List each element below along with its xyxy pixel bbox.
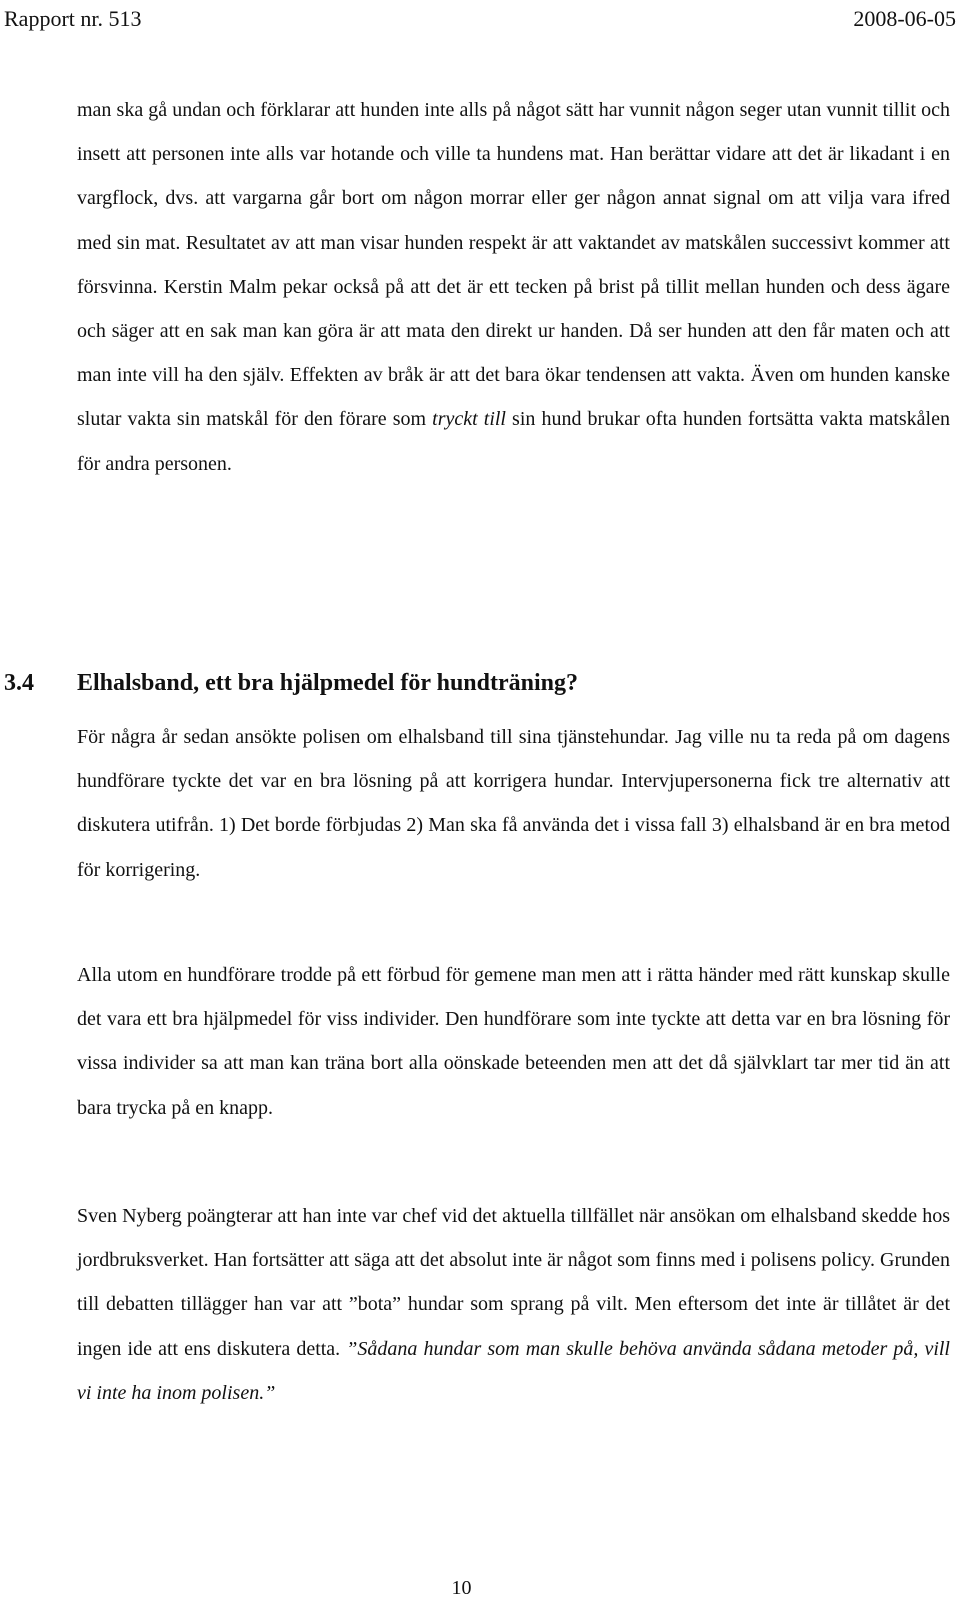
report-number: Rapport nr. 513 <box>4 6 142 31</box>
paragraph-text: sin hund brukar ofta hunden fortsätta vakta matskålen för andra personen. <box>77 408 950 475</box>
section-title: Elhalsband, ett bra hjälpmedel för hundträning? <box>77 670 578 696</box>
paragraph-text: Sven Nyberg poängterar att han inte var chef vid det aktuella tillfället när ansökan om elhalsband skedde hos jordbruksverket. Han fortsätter att säga att det absolut inte är något som finns med i polisens policy. Grunden till debatten tillägger han var att ”bota” hundar som sprang på vilt. Men eftersom det inte är tillåtet är det ingen ide att ens diskutera detta. <box>77 1205 950 1360</box>
paragraph-sven-nyberg <box>77 1194 950 1415</box>
quote-open-mark: ” <box>346 1337 358 1360</box>
paragraph-handler-opinions: Alla utom en hundförare trodde på ett förbud för gemene man men att i rätta händer med rätt kunskap skulle det vara ett bra hjälpmedel för viss individer. Den hundförare som inte tyckte att detta var en bra lösning för vissa individer sa att man kan träna bort alla oönskade beteenden men att det då självklart tar mer tid än att bara trycka på en knapp. <box>77 964 950 1119</box>
quoted-text: Sådana hundar som man skulle behöva använda sådana metoder på, vill vi inte ha inom polisen. <box>77 1337 950 1404</box>
emphasis-text: tryckt till <box>432 408 506 431</box>
section-number: 3.4 <box>4 670 34 696</box>
quote-close-mark: ” <box>264 1381 276 1404</box>
page-number: 10 <box>451 1577 472 1599</box>
paragraph-text: man ska gå undan och förklarar att hunden inte alls på något sätt har vunnit någon seger utan vunnit tillit och insett att personen inte alls var hotande och ville ta hundens mat. Han berättar vidare att det är likadant i en vargflock, dvs. att vargarna går bort om någon morrar eller ger någon annat signal om att vilja vara ifred med sin mat. Resultatet av att man visar hunden respekt är att vaktandet av matskålen successivt kommer att försvinna. Kerstin Malm pekar också på att det är ett tecken på brist på tillit mellan hunden och dess ägare och säger att en sak man kan göra är att mata den direkt ur handen. Då ser hunden att den får maten och att man inte vill ha den själv. Effekten av bråk är att det bara ökar tendensen att vakta. Även om hunden kanske slutar vakta sin matskål för den förare som <box>77 99 950 431</box>
paragraph-electric-collar-intro: För några år sedan ansökte polisen om elhalsband till sina tjänstehundar. Jag ville nu ta reda på om dagens hundförare tyckte det var en bra lösning på att korrigera hundar. Intervjupersonerna fick tre alternativ att diskutera utifrån. 1) Det borde förbjudas 2) Man ska få använda det i vissa fall 3) elhalsband är en bra metod för korrigering. <box>77 726 950 881</box>
page-header <box>0 4 960 34</box>
report-date: 2008-06-05 <box>853 6 956 31</box>
paragraph-dog-feeding <box>77 88 950 486</box>
